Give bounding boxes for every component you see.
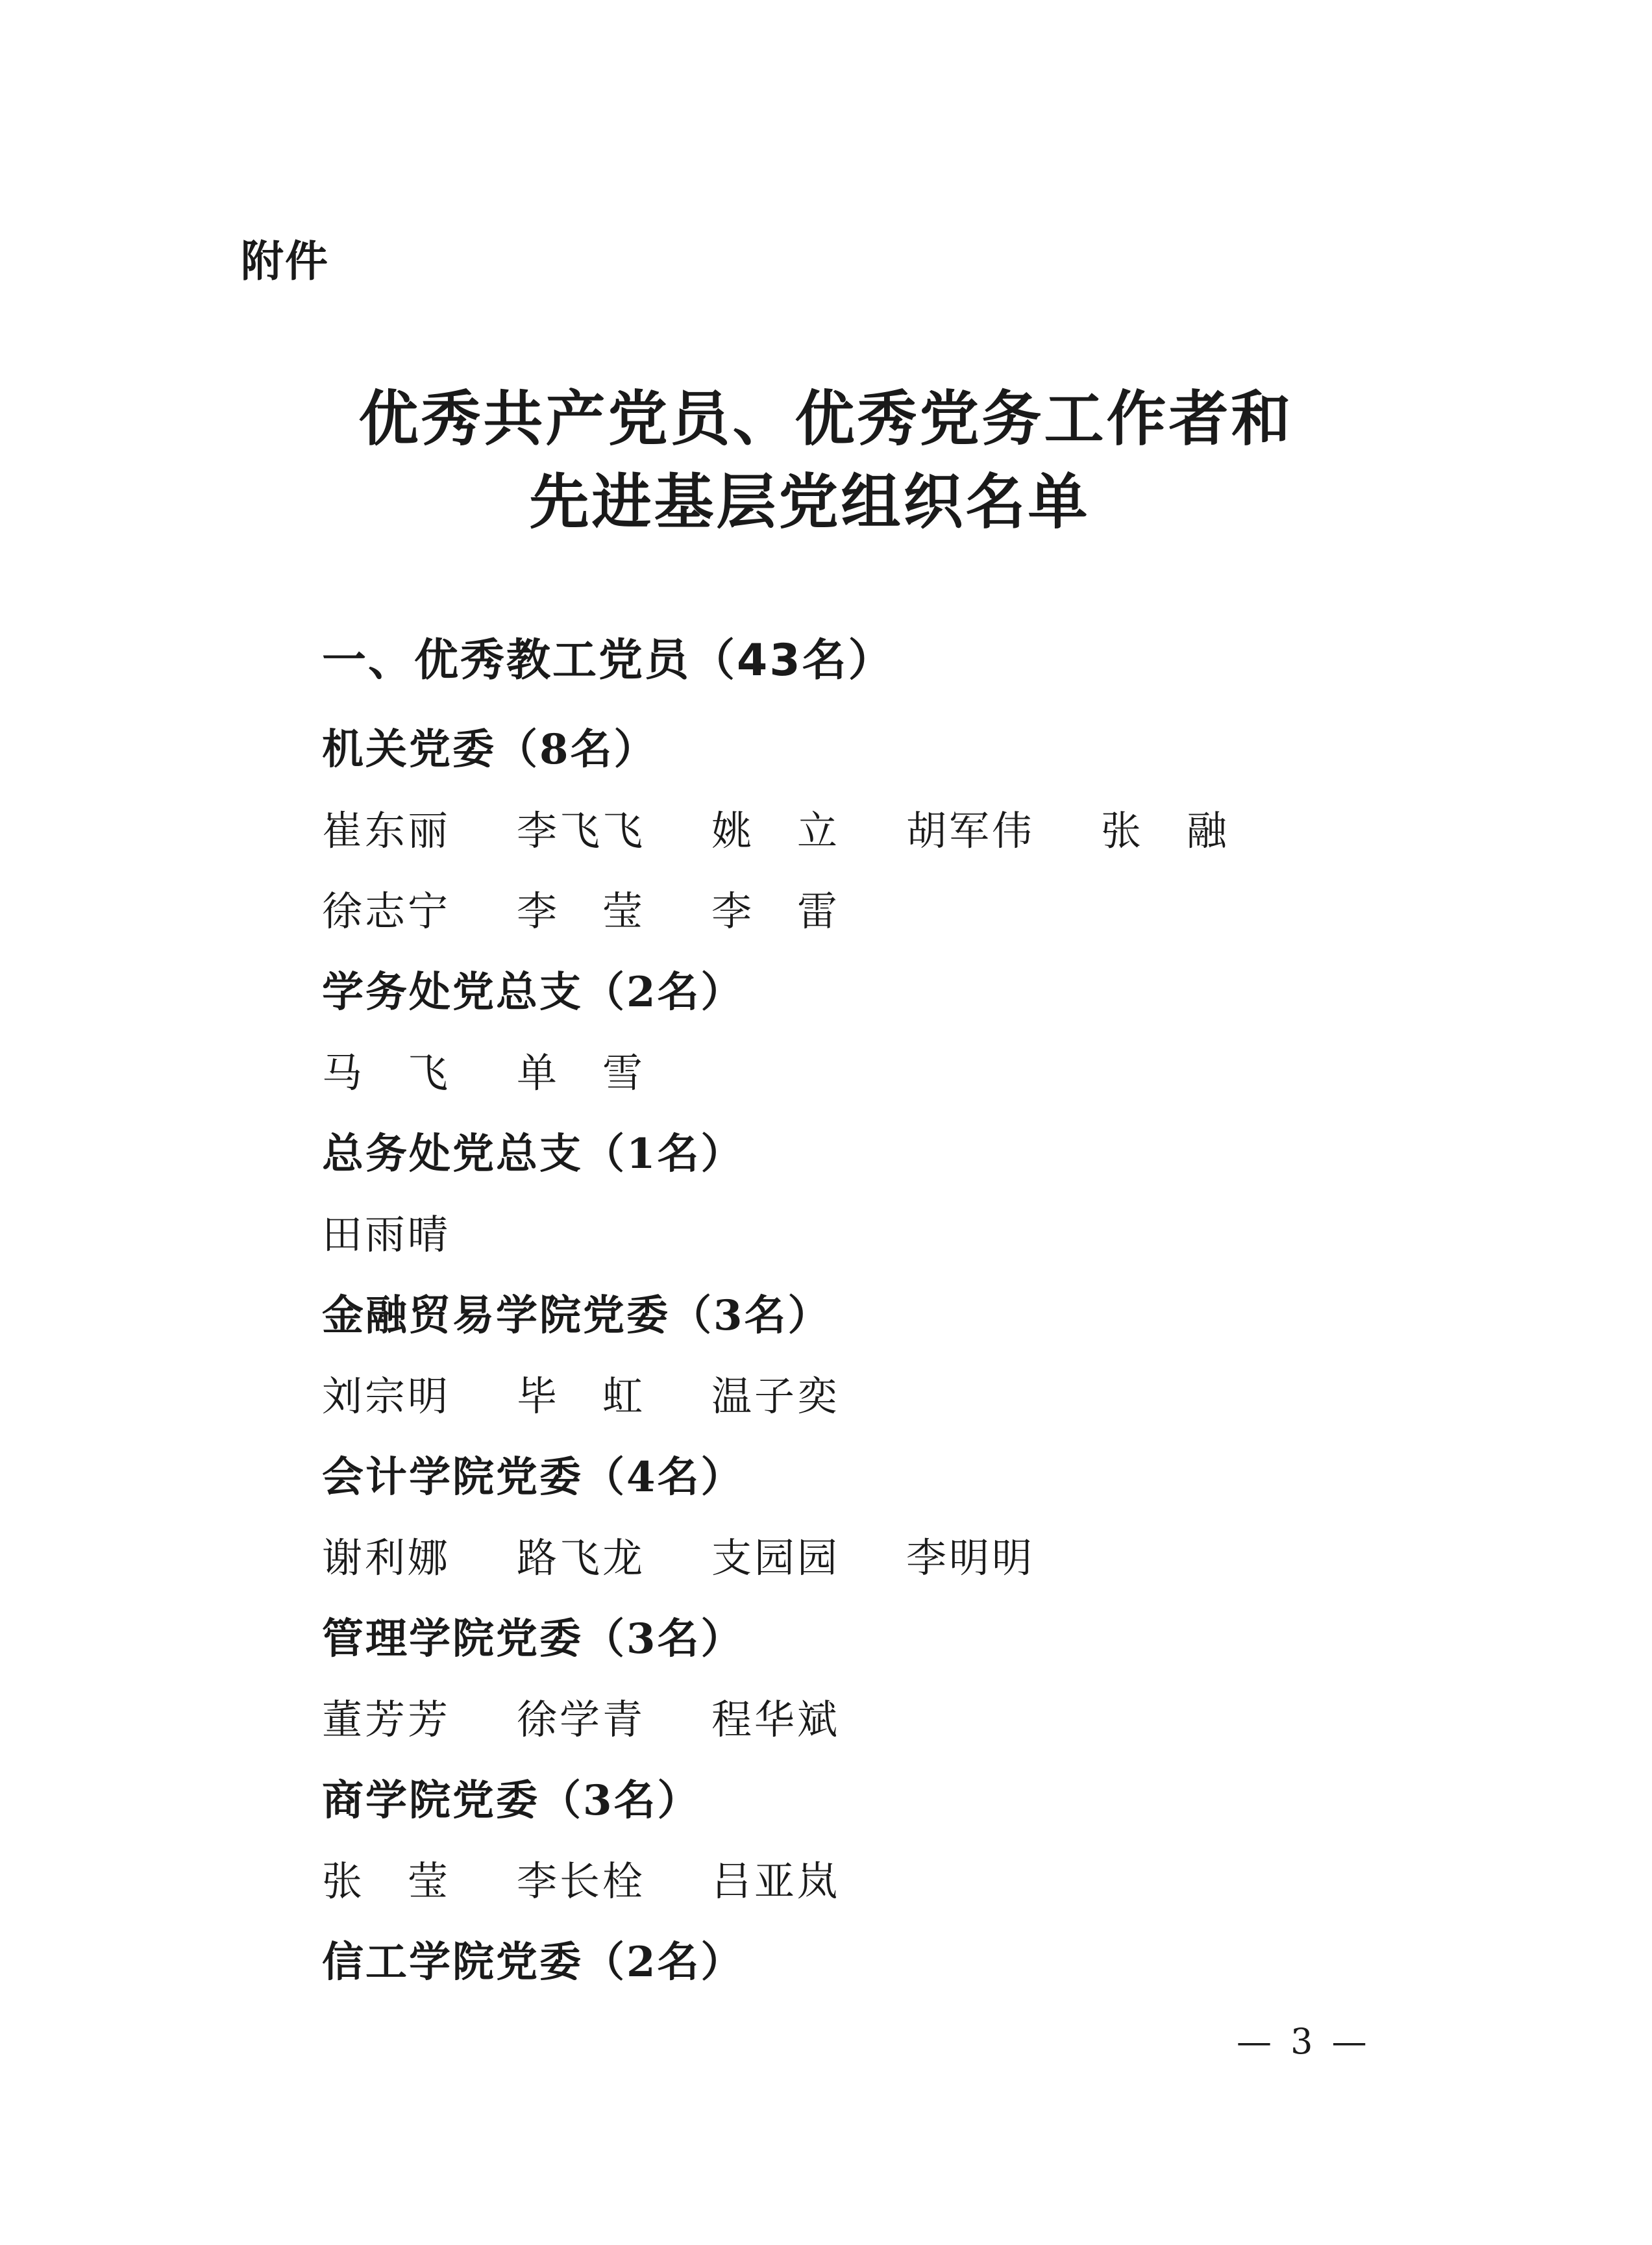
group-heading: 商学院党委（3名）: [322, 1776, 701, 1825]
member-name: 程华斌: [711, 1696, 841, 1743]
member-name: 徐学青: [517, 1696, 646, 1743]
document-title-line-1: 优秀共产党员、优秀党务工作者和: [358, 384, 1294, 454]
name-row: [322, 871, 1425, 952]
member-name: 李飞飞: [517, 806, 646, 854]
member-name: 李明明: [906, 1534, 1035, 1581]
group-heading: 信工学院党委（2名）: [322, 1937, 745, 1987]
member-name: 胡军伟: [906, 806, 1035, 854]
member-list: [322, 710, 1425, 2003]
member-name: 单 雪: [517, 1049, 646, 1097]
member-name: 董芳芳: [322, 1696, 451, 1743]
name-row: [322, 1518, 1425, 1599]
member-name: 谢利娜: [322, 1534, 451, 1581]
member-name: 崔东丽: [322, 806, 451, 854]
member-name: 田雨晴: [322, 1211, 451, 1258]
document-title-line-2: 先进基层党组织名单: [529, 467, 1091, 537]
member-name: 温子奕: [711, 1372, 841, 1420]
member-name: 李 莹: [517, 887, 646, 935]
group-heading: 学务处党总支（2名）: [322, 967, 745, 1017]
member-name: 吕亚岚: [711, 1857, 841, 1905]
group-heading: 机关党委（8名）: [322, 725, 658, 774]
name-row: [322, 1195, 1425, 1276]
member-name: 张 融: [1101, 806, 1230, 854]
page-number: — 3 —: [1237, 2021, 1371, 2062]
member-name: 张 莹: [322, 1857, 451, 1905]
member-name: 路飞龙: [517, 1534, 646, 1581]
group-heading: 总务处党总支（1名）: [322, 1129, 745, 1178]
member-name: 毕 虹: [517, 1372, 646, 1420]
member-name: 刘宗明: [322, 1372, 451, 1420]
member-name: 李 雷: [711, 887, 841, 935]
name-row: [322, 1033, 1425, 1114]
member-name: 李长栓: [517, 1857, 646, 1905]
member-name: 姚 立: [711, 806, 841, 854]
group-heading: 会计学院党委（4名）: [322, 1452, 745, 1502]
section-heading: 一、优秀教工党员（43名）: [322, 635, 894, 686]
name-row: [322, 1680, 1425, 1761]
name-row: [322, 791, 1425, 872]
name-row: [322, 1841, 1425, 1922]
attachment-label: 附件: [241, 236, 329, 286]
member-name: 支园园: [711, 1534, 841, 1581]
group-heading: 金融贸易学院党委（3名）: [322, 1291, 832, 1340]
member-name: 马 飞: [322, 1049, 451, 1097]
group-heading: 管理学院党委（3名）: [322, 1614, 745, 1663]
name-row: [322, 1356, 1425, 1437]
member-name: 徐志宁: [322, 887, 451, 935]
